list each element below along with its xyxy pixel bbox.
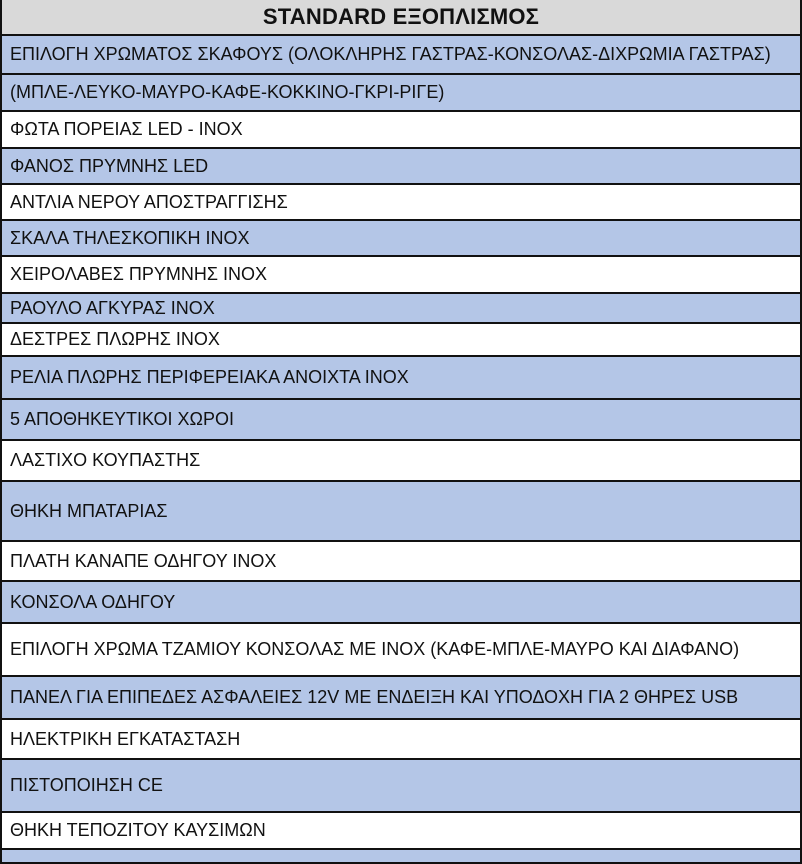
list-item: ΘΗΚΗ ΜΠΑΤΑΡΙΑΣ bbox=[0, 482, 802, 542]
list-item: ΠΙΣΤΟΠΟΙΗΣΗ CE bbox=[0, 760, 802, 813]
equipment-list bbox=[0, 36, 802, 864]
list-item: ΔΕΣΤΡΕΣ ΠΛΩΡΗΣ INOX bbox=[0, 324, 802, 357]
list-item: ΡΑΟΥΛΟ ΑΓΚΥΡΑΣ INOX bbox=[0, 294, 802, 324]
bottom-strip bbox=[0, 850, 802, 864]
list-item: ΘΗΚΗ ΤΕΠΟΖΙΤΟΥ ΚΑΥΣΙΜΩΝ bbox=[0, 813, 802, 850]
list-item: ΡΕΛΙΑ ΠΛΩΡΗΣ ΠΕΡΙΦΕΡΕΙΑΚΑ ΑΝΟΙΧΤΑ INOX bbox=[0, 357, 802, 400]
list-item: ΦΑΝΟΣ ΠΡΥΜΝΗΣ LED bbox=[0, 149, 802, 185]
list-item: ΦΩΤΑ ΠΟΡΕΙΑΣ LED - INOX bbox=[0, 112, 802, 149]
list-item: ΠΛΑΤΗ ΚΑΝΑΠΕ ΟΔΗΓΟΥ INOX bbox=[0, 542, 802, 582]
list-item: ΠΑΝΕΛ ΓΙΑ ΕΠΙΠΕΔΕΣ ΑΣΦΑΛΕΙΕΣ 12V ΜΕ ΕΝΔΕΙΞΗ ΚΑΙ ΥΠΟΔΟΧΗ ΓΙΑ 2 ΘΗΡΕΣ USB bbox=[0, 677, 802, 720]
list-item: ΗΛΕΚΤΡΙΚΗ ΕΓΚΑΤΑΣΤΑΣΗ bbox=[0, 720, 802, 760]
list-item: ΑΝΤΛΙΑ ΝΕΡΟΥ ΑΠΟΣΤΡΑΓΓΙΣΗΣ bbox=[0, 185, 802, 221]
list-item: ΧΕΙΡΟΛΑΒΕΣ ΠΡΥΜΝΗΣ INOX bbox=[0, 257, 802, 294]
list-item: 5 ΑΠΟΘΗΚΕΥΤΙΚΟΙ ΧΩΡΟΙ bbox=[0, 400, 802, 441]
page-title: STANDARD ΕΞΟΠΛΙΣΜΟΣ bbox=[0, 0, 802, 36]
list-item: (ΜΠΛΕ-ΛΕΥΚΟ-ΜΑΥΡΟ-ΚΑΦΕ-ΚΟΚΚΙΝΟ-ΓΚΡΙ-ΡΙΓΕ) bbox=[0, 75, 802, 112]
list-item: ΕΠΙΛΟΓΗ ΧΡΩΜΑ ΤΖΑΜΙΟΥ ΚΟΝΣΟΛΑΣ ΜΕ INOX (ΚΑΦΕ-ΜΠΛΕ-ΜΑΥΡΟ ΚΑΙ ΔΙΑΦΑΝΟ) bbox=[0, 624, 802, 677]
list-item: ΚΟΝΣΟΛΑ ΟΔΗΓΟΥ bbox=[0, 582, 802, 624]
list-item: ΛΑΣΤΙΧΟ ΚΟΥΠΑΣΤΗΣ bbox=[0, 441, 802, 482]
list-item: ΣΚΑΛΑ ΤΗΛΕΣΚΟΠΙΚΗ INOX bbox=[0, 221, 802, 257]
list-item: ΕΠΙΛΟΓΗ ΧΡΩΜΑΤΟΣ ΣΚΑΦΟΥΣ (ΟΛΟΚΛΗΡΗΣ ΓΑΣΤΡΑΣ-ΚΟΝΣΟΛΑΣ-ΔΙΧΡΩΜΙΑ ΓΑΣΤΡΑΣ) bbox=[0, 36, 802, 75]
